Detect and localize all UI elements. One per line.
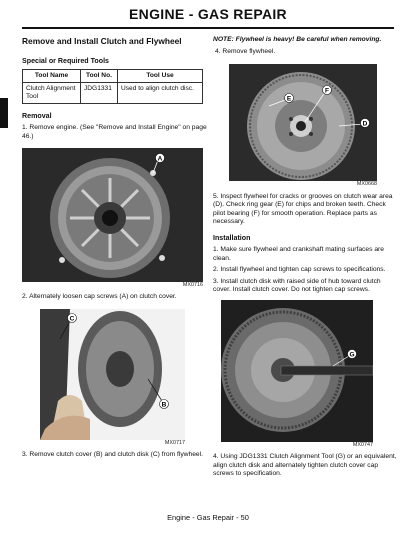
- figure-code-2: MX0717: [164, 439, 185, 446]
- removal-step-4: 4. Remove flywheel.: [215, 48, 276, 55]
- cell-tool-no: JDG1331: [81, 83, 118, 104]
- installation-heading: Installation: [213, 233, 251, 242]
- inspect-step-5: 5. Inspect flywheel for cracks or grooves on clutch wear area (D). Check ring gear (E) for chips and broken teeth. Check pilot bearing (F) for smooth operation. Replace parts as necessary.: [213, 192, 393, 226]
- callout-b-label: B: [161, 401, 167, 409]
- cell-tool-use: Used to align clutch disc.: [118, 83, 203, 104]
- page-footer: Engine - Gas Repair - 50: [167, 513, 249, 522]
- section-tab-marker: [0, 98, 8, 128]
- removal-step-1: 1. Remove engine. (See "Remove and Install Engine" on page 46.): [22, 124, 207, 140]
- callout-e-label: E: [286, 94, 292, 102]
- table-header-row: [23, 70, 203, 83]
- removal-step-2: 2. Alternately loosen cap screws (A) on clutch cover.: [22, 293, 177, 301]
- callout-a-label: A: [157, 155, 163, 163]
- alignment-tool-illustration: [221, 300, 373, 442]
- column-header-tool-name: Tool Name: [23, 70, 81, 83]
- flywheel-note: NOTE: Flywheel is heavy! Be careful when removing.: [213, 36, 382, 43]
- figure-clutch-removal-photo: [40, 309, 185, 440]
- figure-clutch-cover-photo: [22, 148, 203, 282]
- tools-heading: Special or Required Tools: [22, 57, 109, 65]
- right-column: [213, 34, 397, 479]
- callout-c-label: C: [69, 315, 75, 323]
- header-rule: [22, 27, 394, 29]
- figure-code-4: MX0747: [352, 441, 373, 448]
- table-row: [23, 83, 203, 104]
- callout-g-label: G: [349, 351, 355, 359]
- callout-d-label: D: [362, 119, 368, 127]
- install-step-4: 4. Using JDG1331 Clutch Alignment Tool (G) or an equivalent, align clutch disk and alternately tighten clutch cover cap screws to specification.: [213, 452, 397, 478]
- figure-code-1: MX0716: [182, 282, 203, 289]
- tools-table: [22, 69, 203, 104]
- cell-tool-name: Clutch Alignment Tool: [23, 83, 81, 104]
- removal-heading: Removal: [22, 112, 52, 120]
- flywheel-illustration: [229, 64, 377, 181]
- page-header: ENGINE - GAS REPAIR: [129, 6, 287, 22]
- left-column: [22, 34, 207, 459]
- callout-f-label: F: [325, 86, 329, 94]
- clutch-removal-illustration: [40, 309, 185, 440]
- figure-alignment-tool-photo: [221, 300, 373, 442]
- column-header-tool-use: Tool Use: [118, 70, 203, 83]
- install-step-1: 1. Make sure flywheel and crankshaft mating surfaces are clean.: [213, 245, 384, 262]
- column-header-tool-no: Tool No.: [81, 70, 118, 83]
- clutch-cover-illustration: [22, 148, 203, 282]
- install-step-3: 3. Install clutch disk with raised side of hub toward clutch cover. Install clutch cover. Do not tighten cap screws.: [213, 277, 381, 294]
- install-step-2: 2. Install flywheel and tighten cap screws to specifications.: [213, 266, 386, 274]
- figure-flywheel-photo: [229, 64, 377, 181]
- section-title: Remove and Install Clutch and Flywheel: [22, 36, 182, 46]
- figure-code-3: MX0668: [356, 180, 377, 187]
- removal-step-3: 3. Remove clutch cover (B) and clutch disk (C) from flywheel.: [22, 450, 203, 458]
